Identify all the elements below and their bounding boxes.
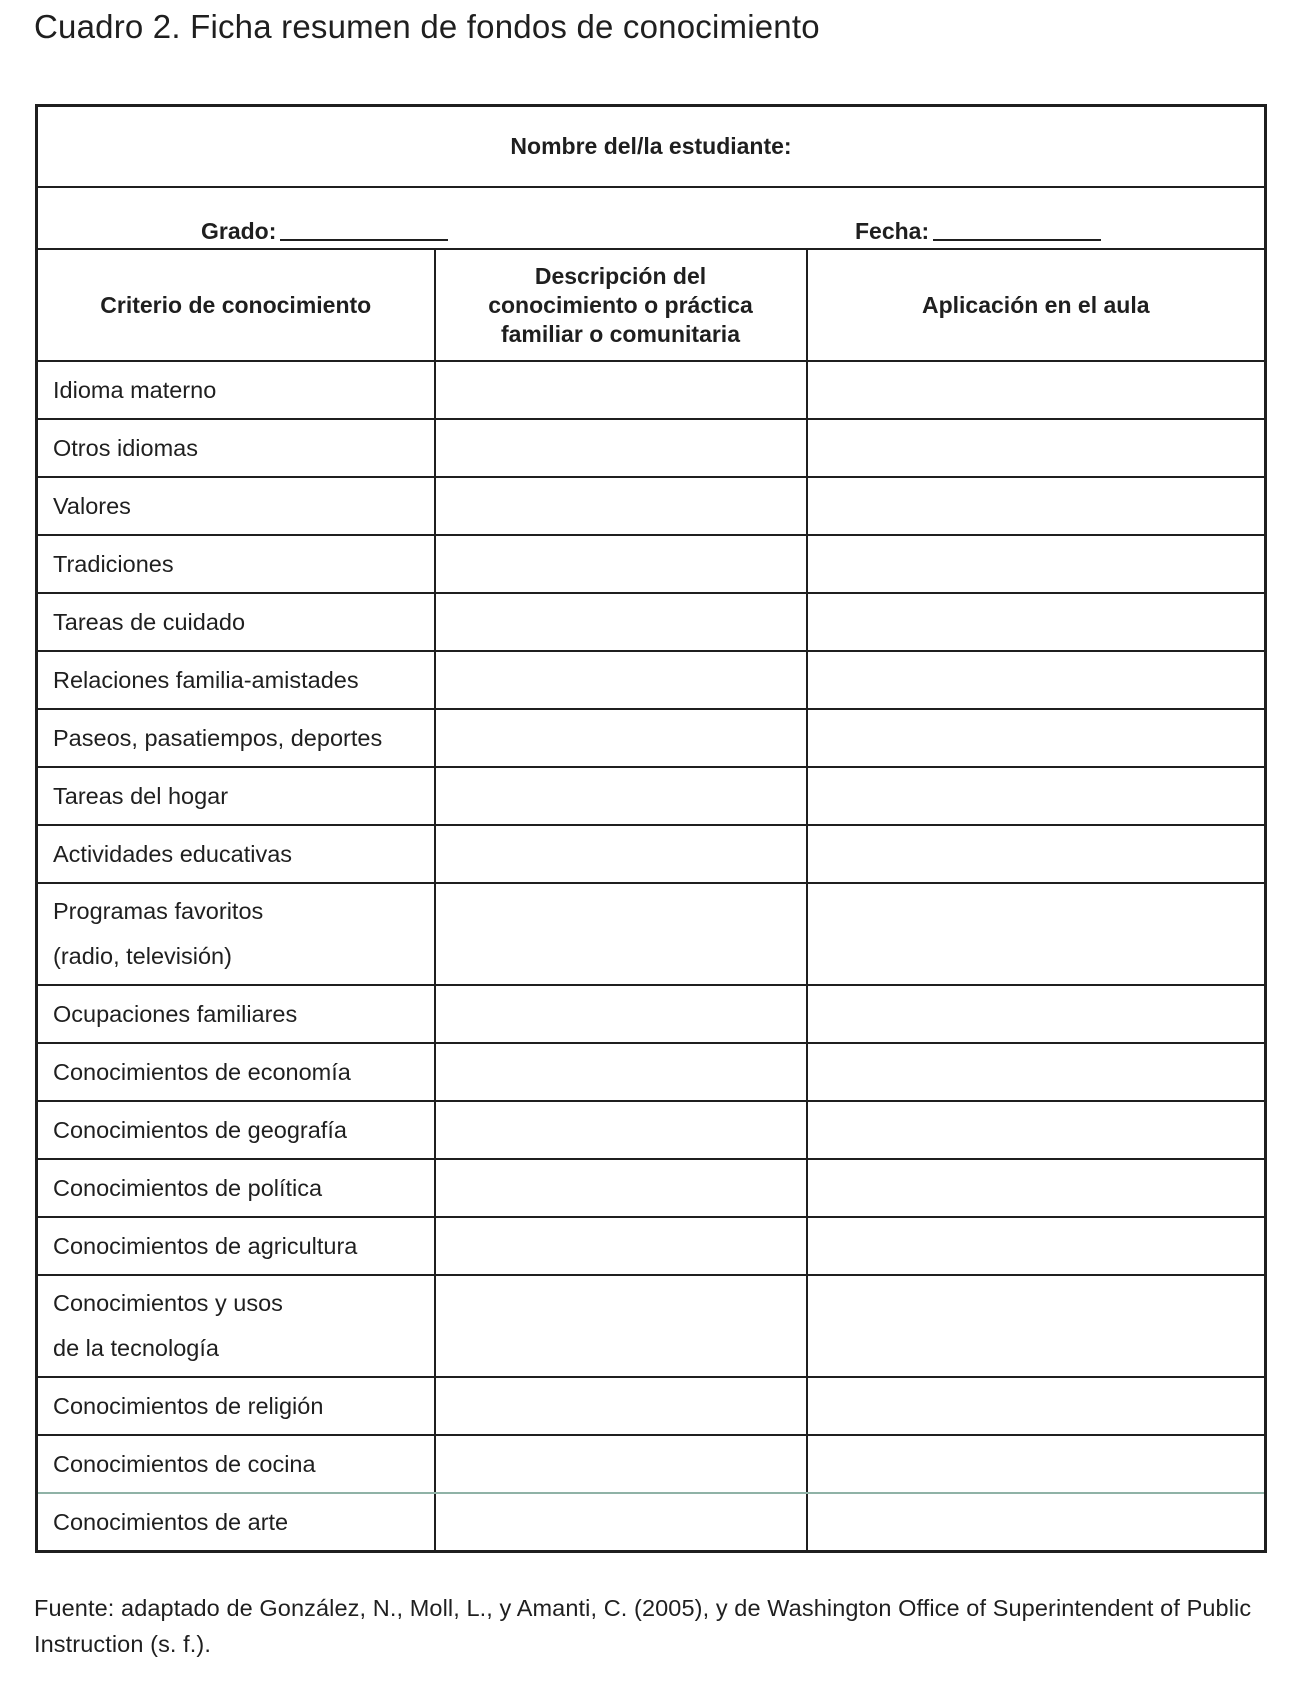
criterion-cell <box>37 535 435 593</box>
table-row <box>37 593 1266 651</box>
student-name-cell[interactable] <box>37 106 1266 188</box>
table-row <box>37 985 1266 1043</box>
criterion-cell <box>37 883 435 985</box>
application-input-cell[interactable] <box>807 1159 1266 1217</box>
description-input-cell[interactable] <box>435 825 807 883</box>
application-input-cell[interactable] <box>807 535 1266 593</box>
application-input-cell[interactable] <box>807 1493 1266 1552</box>
application-input-cell[interactable] <box>807 1043 1266 1101</box>
description-input-cell[interactable] <box>435 767 807 825</box>
application-input-cell[interactable] <box>807 361 1266 419</box>
application-input-cell[interactable] <box>807 883 1266 985</box>
application-input-cell[interactable] <box>807 1217 1266 1275</box>
description-input-cell[interactable] <box>435 1275 807 1377</box>
criterion-cell <box>37 1217 435 1275</box>
criterion-label: Conocimientos y usos <box>53 1290 283 1316</box>
description-input-cell[interactable] <box>435 477 807 535</box>
criterion-label: Idioma materno <box>53 376 217 403</box>
description-input-cell[interactable] <box>435 535 807 593</box>
criterion-cell <box>37 419 435 477</box>
application-input-cell[interactable] <box>807 985 1266 1043</box>
criterion-cell <box>37 767 435 825</box>
table-row <box>37 1217 1266 1275</box>
description-input-cell[interactable] <box>435 1377 807 1435</box>
criterion-cell <box>37 593 435 651</box>
column-header-description: Descripción del conocimiento o práctica familiar o comunitaria <box>435 249 807 361</box>
criterion-label: Conocimientos de arte <box>53 1508 289 1535</box>
criterion-cell <box>37 361 435 419</box>
criterion-label: Actividades educativas <box>53 840 293 867</box>
criterion-label: Relaciones familia-amistades <box>53 666 359 693</box>
criterion-label: Tareas del hogar <box>53 782 229 809</box>
description-input-cell[interactable] <box>435 709 807 767</box>
criterion-label: Otros idiomas <box>53 434 198 461</box>
application-input-cell[interactable] <box>807 593 1266 651</box>
application-input-cell[interactable] <box>807 767 1266 825</box>
criterion-label: Paseos, pasatiempos, deportes <box>53 724 383 751</box>
table-row <box>37 1435 1266 1493</box>
criterion-label: Ocupaciones familiares <box>53 1000 298 1027</box>
application-input-cell[interactable] <box>807 1377 1266 1435</box>
table-row <box>37 1159 1266 1217</box>
table-caption: Cuadro 2. Ficha resumen de fondos de conocimiento <box>34 8 820 45</box>
description-input-cell[interactable] <box>435 593 807 651</box>
table-row <box>37 1493 1266 1552</box>
table-row <box>37 767 1266 825</box>
grade-blank-line[interactable] <box>280 238 448 241</box>
table-row <box>37 419 1266 477</box>
table-row <box>37 651 1266 709</box>
application-input-cell[interactable] <box>807 1101 1266 1159</box>
column-header-criterion: Criterio de conocimiento <box>37 249 435 361</box>
grade-date-cell <box>37 187 1266 249</box>
table-row <box>37 1043 1266 1101</box>
description-input-cell[interactable] <box>435 361 807 419</box>
criterion-cell <box>37 1435 435 1493</box>
source-note: Fuente: adaptado de González, N., Moll, L., y Amanti, C. (2005), y de Washington Office of Superintendent of Public Instruction (s. f.). <box>34 1595 1252 1657</box>
table-row <box>37 709 1266 767</box>
table-row <box>37 477 1266 535</box>
criterion-label: Tradiciones <box>53 550 174 577</box>
description-input-cell[interactable] <box>435 1435 807 1493</box>
application-input-cell[interactable] <box>807 709 1266 767</box>
criterion-cell <box>37 825 435 883</box>
criterion-cell <box>37 1275 435 1377</box>
criterion-label: Conocimientos de política <box>53 1174 323 1201</box>
grade-field[interactable] <box>201 218 448 245</box>
grade-label: Grado: <box>201 218 277 244</box>
criterion-cell <box>37 1159 435 1217</box>
description-input-cell[interactable] <box>435 1217 807 1275</box>
application-input-cell[interactable] <box>807 1275 1266 1377</box>
criterion-label-line2: de la tecnología <box>53 1335 219 1361</box>
student-name-label: Nombre del/la estudiante: <box>510 133 792 159</box>
column-header-application: Aplicación en el aula <box>807 249 1266 361</box>
criterion-label: Tareas de cuidado <box>53 608 246 635</box>
application-input-cell[interactable] <box>807 419 1266 477</box>
table-row <box>37 1377 1266 1435</box>
table-row <box>37 825 1266 883</box>
table-row <box>37 535 1266 593</box>
criterion-cell <box>37 1377 435 1435</box>
criterion-label: Conocimientos de economía <box>53 1058 351 1085</box>
criterion-cell <box>37 1101 435 1159</box>
description-input-cell[interactable] <box>435 985 807 1043</box>
criterion-cell <box>37 709 435 767</box>
criterion-cell <box>37 651 435 709</box>
date-field[interactable] <box>855 218 1101 245</box>
table-row <box>37 1101 1266 1159</box>
description-input-cell[interactable] <box>435 883 807 985</box>
criterion-cell <box>37 477 435 535</box>
criterion-label: Conocimientos de cocina <box>53 1450 316 1477</box>
criterion-cell <box>37 985 435 1043</box>
criterion-label: Conocimientos de agricultura <box>53 1232 358 1259</box>
criterion-label: Conocimientos de geografía <box>53 1116 347 1143</box>
description-input-cell[interactable] <box>435 1101 807 1159</box>
criterion-label-line2: (radio, televisión) <box>53 943 232 969</box>
description-input-cell[interactable] <box>435 419 807 477</box>
description-input-cell[interactable] <box>435 1043 807 1101</box>
description-input-cell[interactable] <box>435 651 807 709</box>
description-input-cell[interactable] <box>435 1493 807 1552</box>
application-input-cell[interactable] <box>807 825 1266 883</box>
date-label: Fecha: <box>855 218 930 244</box>
date-blank-line[interactable] <box>933 238 1101 241</box>
table-row <box>37 1275 1266 1377</box>
criterion-label: Valores <box>53 492 131 519</box>
criterion-label: Conocimientos de religión <box>53 1392 324 1419</box>
criterion-label: Programas favoritos <box>53 898 264 924</box>
table-row <box>37 361 1266 419</box>
knowledge-funds-form <box>35 104 1267 1553</box>
description-input-cell[interactable] <box>435 1159 807 1217</box>
criterion-cell <box>37 1043 435 1101</box>
application-input-cell[interactable] <box>807 1435 1266 1493</box>
application-input-cell[interactable] <box>807 651 1266 709</box>
application-input-cell[interactable] <box>807 477 1266 535</box>
criterion-cell <box>37 1493 435 1552</box>
criteria-rows <box>37 361 1266 1552</box>
table-row <box>37 883 1266 985</box>
